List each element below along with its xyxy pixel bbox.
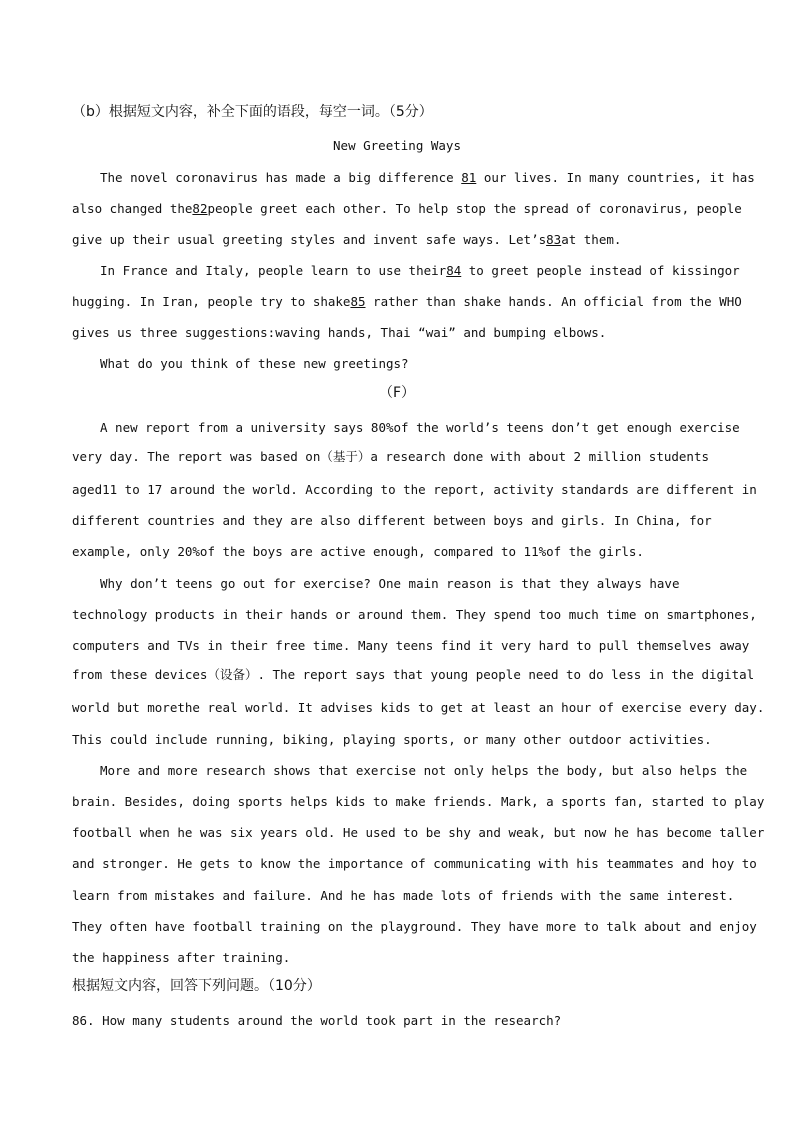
- p1-line3: give up their usual greeting styles and invent safe ways. Let’s83at them.: [72, 232, 622, 247]
- p1-line2: also changed the82people greet each other. To help stop the spread of coronavirus, people: [72, 201, 742, 216]
- p1-line1: The novel coronavirus has made a big difference 81 our lives. In many countries, it has: [100, 170, 755, 185]
- f-p1-line3: aged11 to 17 around the world. According to the report, activity standards are different in: [72, 482, 757, 497]
- passage-title: New Greeting Ways: [333, 138, 461, 153]
- section-f-label: （F）: [378, 385, 416, 401]
- f-p3-line2: brain. Besides, doing sports helps kids to make friends. Mark, a sports fan, started to play: [72, 794, 765, 809]
- f-p1-line4: different countries and they are also different between boys and girls. In China, for: [72, 513, 712, 528]
- p2-line1: In France and Italy, people learn to use their84 to greet people instead of kissingor: [100, 263, 740, 278]
- blank-84[interactable]: 84: [446, 263, 462, 278]
- p2-line3: gives us three suggestions:waving hands, Thai “wai” and bumping elbows.: [72, 325, 607, 340]
- f-p2-line3: computers and TVs in their free time. Many teens find it very hard to pull themselves away: [72, 638, 750, 653]
- f-p3-line6: They often have football training on the playground. They have more to talk about and enjoy: [72, 919, 757, 934]
- f-p2-line4: from these devices（设备）. The report says that young people need to do less in the digital: [72, 667, 755, 682]
- f-p1-line2: very day. The report was based on（基于）a research done with about 2 million students: [72, 449, 709, 464]
- section-b-instruction: （b）根据短文内容，补全下面的语段，每空一词。（5分）: [72, 104, 433, 120]
- p2-line2: hugging. In Iran, people try to shake85 rather than shake hands. An official from the WHO: [72, 294, 742, 309]
- f-p3-line3: football when he was six years old. He used to be shy and weak, but now he has become taller: [72, 825, 765, 840]
- f-p3-line1: More and more research shows that exercise not only helps the body, but also helps the: [100, 763, 748, 778]
- f-p1-line5: example, only 20%of the boys are active enough, compared to 11%of the girls.: [72, 544, 644, 559]
- f-p2-line6: This could include running, biking, playing sports, or many other outdoor activities.: [72, 732, 712, 747]
- f-p3-line5: learn from mistakes and failure. And he has made lots of friends with the same interest.: [72, 888, 735, 903]
- f-p1-line1: A new report from a university says 80%of the world’s teens don’t get enough exercise: [100, 420, 740, 435]
- f-p2-line1: Why don’t teens go out for exercise? One main reason is that they always have: [100, 576, 680, 591]
- f-p2-line5: world but morethe real world. It advises kids to get at least an hour of exercise every day.: [72, 700, 765, 715]
- blank-83[interactable]: 83: [546, 232, 562, 247]
- f-p3-line7: the happiness after training.: [72, 950, 291, 965]
- blank-82[interactable]: 82: [192, 201, 208, 216]
- question-86: 86. How many students around the world took part in the research?: [72, 1013, 562, 1028]
- blank-85[interactable]: 85: [350, 294, 366, 309]
- f-p3-line4: and stronger. He gets to know the importance of communicating with his teammates and hoy to: [72, 856, 757, 871]
- section-f-instruction: 根据短文内容，回答下列问题。（10分）: [72, 978, 321, 994]
- p3-line: What do you think of these new greetings?: [100, 356, 409, 371]
- blank-81[interactable]: 81: [461, 170, 477, 185]
- f-p2-line2: technology products in their hands or around them. They spend too much time on smartphones,: [72, 607, 757, 622]
